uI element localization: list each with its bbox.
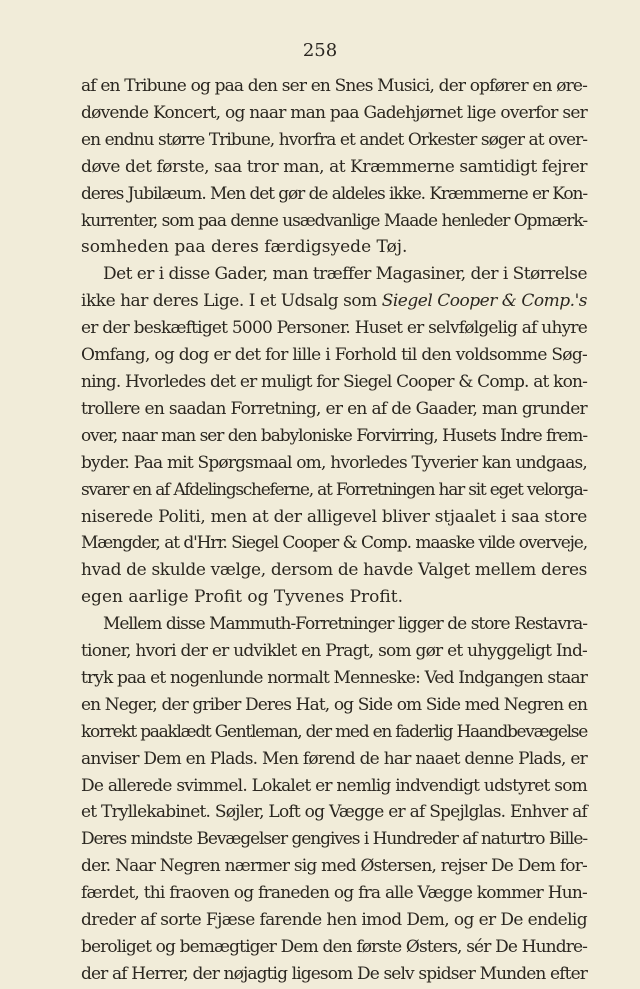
text-line: Omfang, og dog er det for lille i Forhold til den voldsomme Søg- xyxy=(81,345,587,366)
text-line: Det er i disse Gader, man træffer Magasiner, der i Størrelse xyxy=(103,264,587,285)
firm-name: Siegel Cooper & Comp.'s xyxy=(381,291,587,312)
text-line-with-firm xyxy=(81,288,587,315)
text-line: over, naar man ser den babyloniske Forvirring, Husets Indre frem- xyxy=(81,425,587,446)
text-line: er der beskæftiget 5000 Personer. Huset er selvfølgelig af uhyre xyxy=(81,318,587,339)
text-line: tryk paa et nogenlunde normalt Menneske: Ved Indgangen staar xyxy=(81,667,587,688)
text-line: der. Naar Negren nærmer sig med Østersen, rejser De Dem for- xyxy=(81,856,587,877)
text-line: tioner, hvori der er udviklet en Pragt, som gør et uhyggeligt Ind- xyxy=(81,641,587,662)
text-line: byder. Paa mit Spørgsmaal om, hvorledes Tyverier kan undgaas, xyxy=(81,452,587,473)
text-line: deres Jubilæum. Men det gør de aldeles ikke. Kræmmerne er Kon- xyxy=(81,183,587,204)
text-line: De allerede svimmel. Lokalet er nemlig indvendigt udstyret som xyxy=(81,775,587,796)
text-line: Deres mindste Bevægelser gengives i Hundreder af naturtro Bille- xyxy=(81,829,587,850)
text-line: et Tryllekabinet. Søjler, Loft og Vægge er af Spejlglas. Enhver af xyxy=(81,802,587,823)
body-text xyxy=(81,73,587,988)
paragraph-1 xyxy=(81,73,587,261)
paragraph-3 xyxy=(81,611,587,988)
text-fragment: ikke har deres Lige. I et Udsalg som xyxy=(81,291,382,312)
text-line: somheden paa deres færdigsyede Tøj. xyxy=(81,237,408,258)
text-line: korrekt paaklædt Gentleman, der med en faderlig Haandbevægelse xyxy=(81,721,587,742)
text-line: egen aarlige Profit og Tyvenes Profit. xyxy=(81,587,403,608)
text-line: en Neger, der griber Deres Hat, og Side om Side med Negren en xyxy=(81,694,587,715)
text-line: trollere en saadan Forretning, er en af de Gaader, man grunder xyxy=(81,398,587,419)
paragraph-2 xyxy=(81,261,587,611)
text-line: hvad de skulde vælge, dersom de havde Valget mellem deres xyxy=(81,560,587,581)
text-line: døve det første, saa tror man, at Kræmmerne samtidigt fejrer xyxy=(81,156,587,177)
page-number: 258 xyxy=(302,40,338,61)
text-line: en endnu større Tribune, hvorfra et andet Orkester søger at over- xyxy=(81,129,587,150)
text-line: ning. Hvorledes det er muligt for Siegel Cooper & Comp. at kon- xyxy=(81,371,587,392)
text-line: svarer en af Afdelingscheferne, at Forretningen har sit eget velorga- xyxy=(81,479,587,500)
text-line: beroliget og bemægtiger Dem den første Østers, sér De Hundre- xyxy=(81,937,587,957)
text-line: Mellem disse Mammuth-Forretninger ligger de store Restavra- xyxy=(103,614,587,635)
text-line: Mængder, at d'Hrr. Siegel Cooper & Comp. maaske vilde overveje, xyxy=(81,533,587,554)
text-line: der af Herrer, der nøjagtig ligesom De selv spidser Munden efter xyxy=(81,963,587,984)
text-line: færdet, thi fraoven og franeden og fra alle Vægge kommer Hun- xyxy=(81,883,587,904)
text-line: døvende Koncert, og naar man paa Gadehjørnet lige overfor ser xyxy=(81,102,587,123)
text-line: af en Tribune og paa den ser en Snes Musici, der opfører en øre- xyxy=(81,76,587,96)
text-line: kurrenter, som paa denne usædvanlige Maade henleder Opmærk- xyxy=(81,210,587,231)
text-line: anviser Dem en Plads. Men førend de har naaet denne Plads, er xyxy=(81,748,587,769)
text-line: dreder af sorte Fjæse farende hen imod Dem, og er De endelig xyxy=(81,910,587,931)
text-line: niserede Politi, men at der alligevel bliver stjaalet i saa store xyxy=(81,506,587,527)
